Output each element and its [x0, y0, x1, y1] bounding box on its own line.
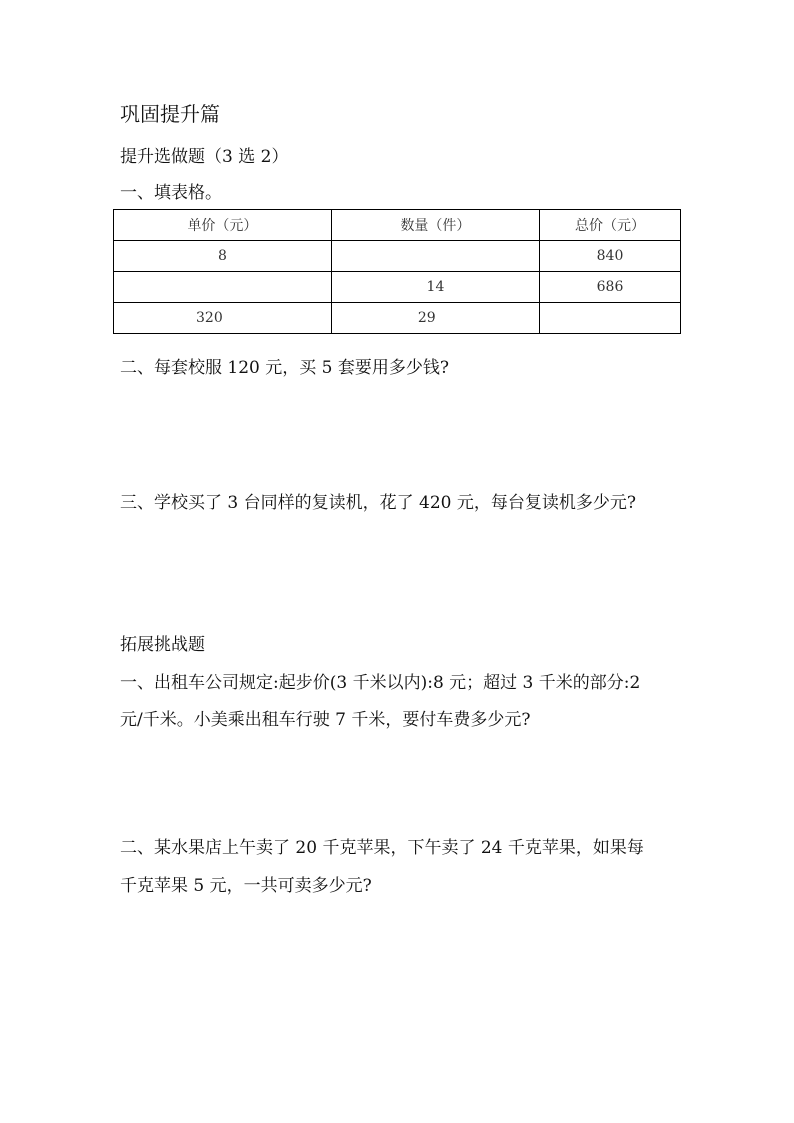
fill-in-table [113, 209, 681, 334]
table-header: 总价（元） [540, 210, 681, 241]
table-row [114, 272, 681, 303]
challenge-1-line-2: 元/千米。小美乘出租车行驶 7 千米，要付车费多少元? [120, 710, 531, 730]
table-cell [331, 241, 539, 272]
optional-heading: 提升选做题（3 选 2） [120, 147, 289, 167]
question-1-label: 一、填表格。 [120, 183, 222, 203]
section-title: 巩固提升篇 [120, 102, 220, 126]
table-row [114, 241, 681, 272]
challenge-1-line-1: 一、出租车公司规定:起步价(3 千米以内):8 元；超过 3 千米的部分:2 [120, 673, 641, 693]
question-2: 二、每套校服 120 元，买 5 套要用多少钱? [120, 358, 449, 378]
table-header-row [114, 210, 681, 241]
challenge-2-line-2: 千克苹果 5 元，一共可卖多少元? [120, 876, 372, 896]
table-cell: 29 [331, 303, 539, 334]
table-cell: 320 [114, 303, 332, 334]
table-cell [114, 272, 332, 303]
question-3: 三、学校买了 3 台同样的复读机，花了 420 元，每台复读机多少元? [120, 493, 636, 513]
table-header: 数量（件） [331, 210, 539, 241]
challenge-heading: 拓展挑战题 [120, 635, 205, 655]
table-cell [540, 303, 681, 334]
table-cell: 686 [540, 272, 681, 303]
table-row [114, 303, 681, 334]
table-cell: 8 [114, 241, 332, 272]
challenge-2-line-1: 二、某水果店上午卖了 20 千克苹果，下午卖了 24 千克苹果，如果每 [120, 838, 644, 858]
table-cell: 14 [331, 272, 539, 303]
table-cell: 840 [540, 241, 681, 272]
table-header: 单价（元） [114, 210, 332, 241]
